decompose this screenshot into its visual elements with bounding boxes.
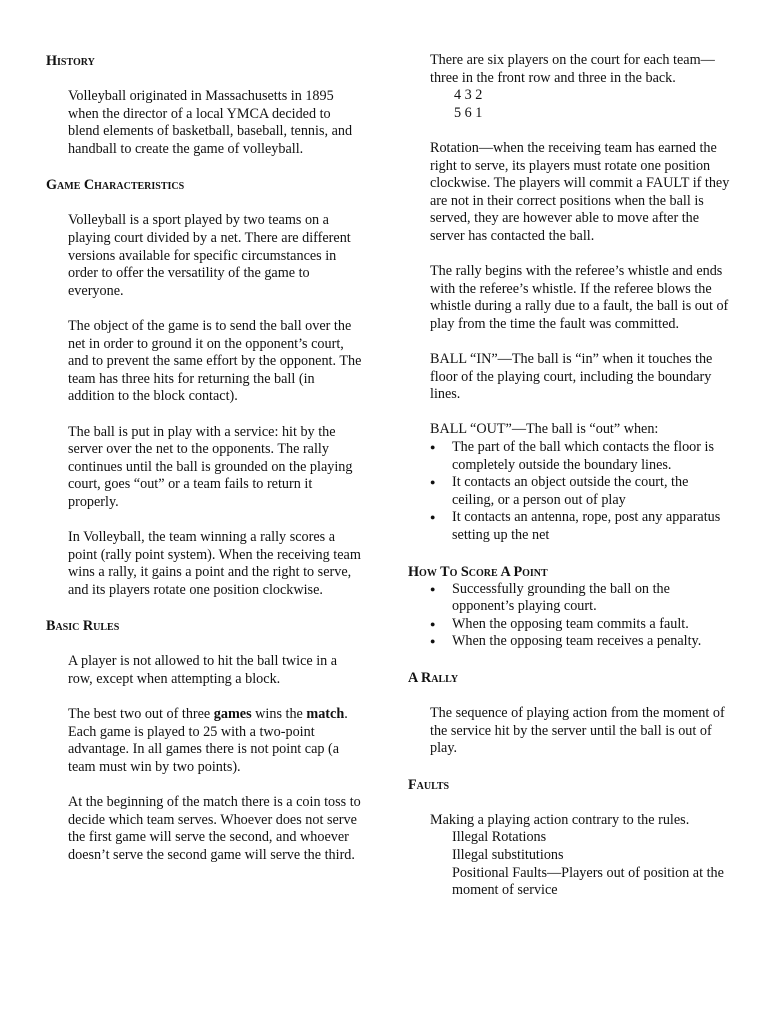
list-item: ● It contacts an antenna, rope, post any apparatus setting up the net xyxy=(430,509,730,544)
score-point-heading: How To Score A Point xyxy=(408,563,548,580)
ball-in-paragraph: BALL “IN”—The ball is “in” when it touches the floor of the playing court, including the boundary lines. xyxy=(430,351,713,403)
rotation-row-front: 4 3 2 xyxy=(454,87,483,104)
ball-out-list xyxy=(408,439,730,545)
rally-heading: A Rally xyxy=(408,670,459,686)
list-item: Positional Faults—Players out of position at the moment of service xyxy=(452,864,724,899)
faults-heading: Faults xyxy=(408,776,450,793)
game-paragraph-2: The object of the game is to send the ball over the net in order to ground it on the opponent’s court, and to prevent the same effort by the opponent. The team has three hits for returning the ball (in addition to the block contact). xyxy=(68,317,362,405)
score-list xyxy=(408,581,730,651)
rally-definition: The sequence of playing action from the moment of the service hit by the server until the ball is out of play. xyxy=(430,705,725,757)
game-paragraph-4: In Volleyball, the team winning a rally scores a point (rally point system). When the receiving team wins a rally, it gains a point and the right to serve, and its players rotate one position clockwise. xyxy=(68,529,361,598)
games-bold-word: games xyxy=(213,706,252,723)
list-item: ● Successfully grounding the ball on the opponent’s playing court. xyxy=(430,581,730,616)
rules-p2-text-b: wins the xyxy=(251,706,307,723)
list-item: ● It contacts an object outside the court, the ceiling, or a person out of play xyxy=(430,474,730,509)
list-item: ● When the opposing team commits a fault. xyxy=(430,616,730,634)
rotation-diagram xyxy=(408,87,730,122)
faults-intro: Making a playing action contrary to the rules. xyxy=(430,811,690,828)
list-item: ● The part of the ball which contacts the floor is completely outside the boundary lines. xyxy=(430,439,730,474)
left-column xyxy=(46,52,362,865)
right-column xyxy=(408,52,730,900)
game-characteristics-heading: Game Characteristics xyxy=(46,177,185,194)
rules-p2-text-a: The best two out of three xyxy=(68,706,214,723)
game-paragraph-3: The ball is put in play with a service: hit by the server over the net to the opponents. The rally continues until the ball is grounded on the playing court, goes “out” or a team fails to return it properly. xyxy=(68,423,353,510)
rotation-row-back: 5 6 1 xyxy=(454,104,483,121)
list-item: ● When the opposing team receives a penalty. xyxy=(430,633,730,651)
ball-out-intro: BALL “OUT”—The ball is “out” when: xyxy=(430,421,659,438)
match-bold-word: match xyxy=(306,706,345,723)
rules-paragraph-3: At the beginning of the match there is a coin toss to decide which team serves. Whoever does not serve the first game will serve the second, and whoever doesn’t serve the second game will serve the third. xyxy=(68,794,361,863)
list-item: Illegal Rotations xyxy=(452,829,547,846)
basic-rules-heading: Basic Rules xyxy=(46,618,120,635)
rules-paragraph-1: A player is not allowed to hit the ball twice in a row, except when attempting a block. xyxy=(68,653,338,688)
history-paragraph: Volleyball originated in Massachusetts in 1895 when the director of a local YMCA decided to blend elements of basketball, baseball, tennis, and handball to create the game of volleyball. xyxy=(68,88,353,157)
faults-list xyxy=(408,829,730,899)
players-paragraph: There are six players on the court for each team—three in the front row and three in the back. xyxy=(430,52,715,86)
history-heading: History xyxy=(46,53,95,69)
rally-whistle-paragraph: The rally begins with the referee’s whistle and ends with the referee’s whistle. If the referee blows the whistle during a rally due to a fault, the ball is out of play from the time the fault was committed. xyxy=(430,263,729,332)
rules-paragraph-2 xyxy=(46,706,362,776)
rotation-paragraph: Rotation—when the receiving team has earned the right to serve, its players must rotate one position clockwise. The players will commit a FAULT if they are not in their correct positions when the ball is served, they are however able to move after the server has contacted the ball. xyxy=(430,139,730,244)
list-item: Illegal substitutions xyxy=(452,846,564,863)
rules-p2-text-c: . Each game is played to 25 with a two-point advantage. In all games there is not point cap (a team must win by two points). xyxy=(68,706,348,775)
game-paragraph-1: Volleyball is a sport played by two teams on a playing court divided by a net. There are different versions available for specific circumstances in order to offer the versatility of the game to everyone. xyxy=(68,212,351,299)
